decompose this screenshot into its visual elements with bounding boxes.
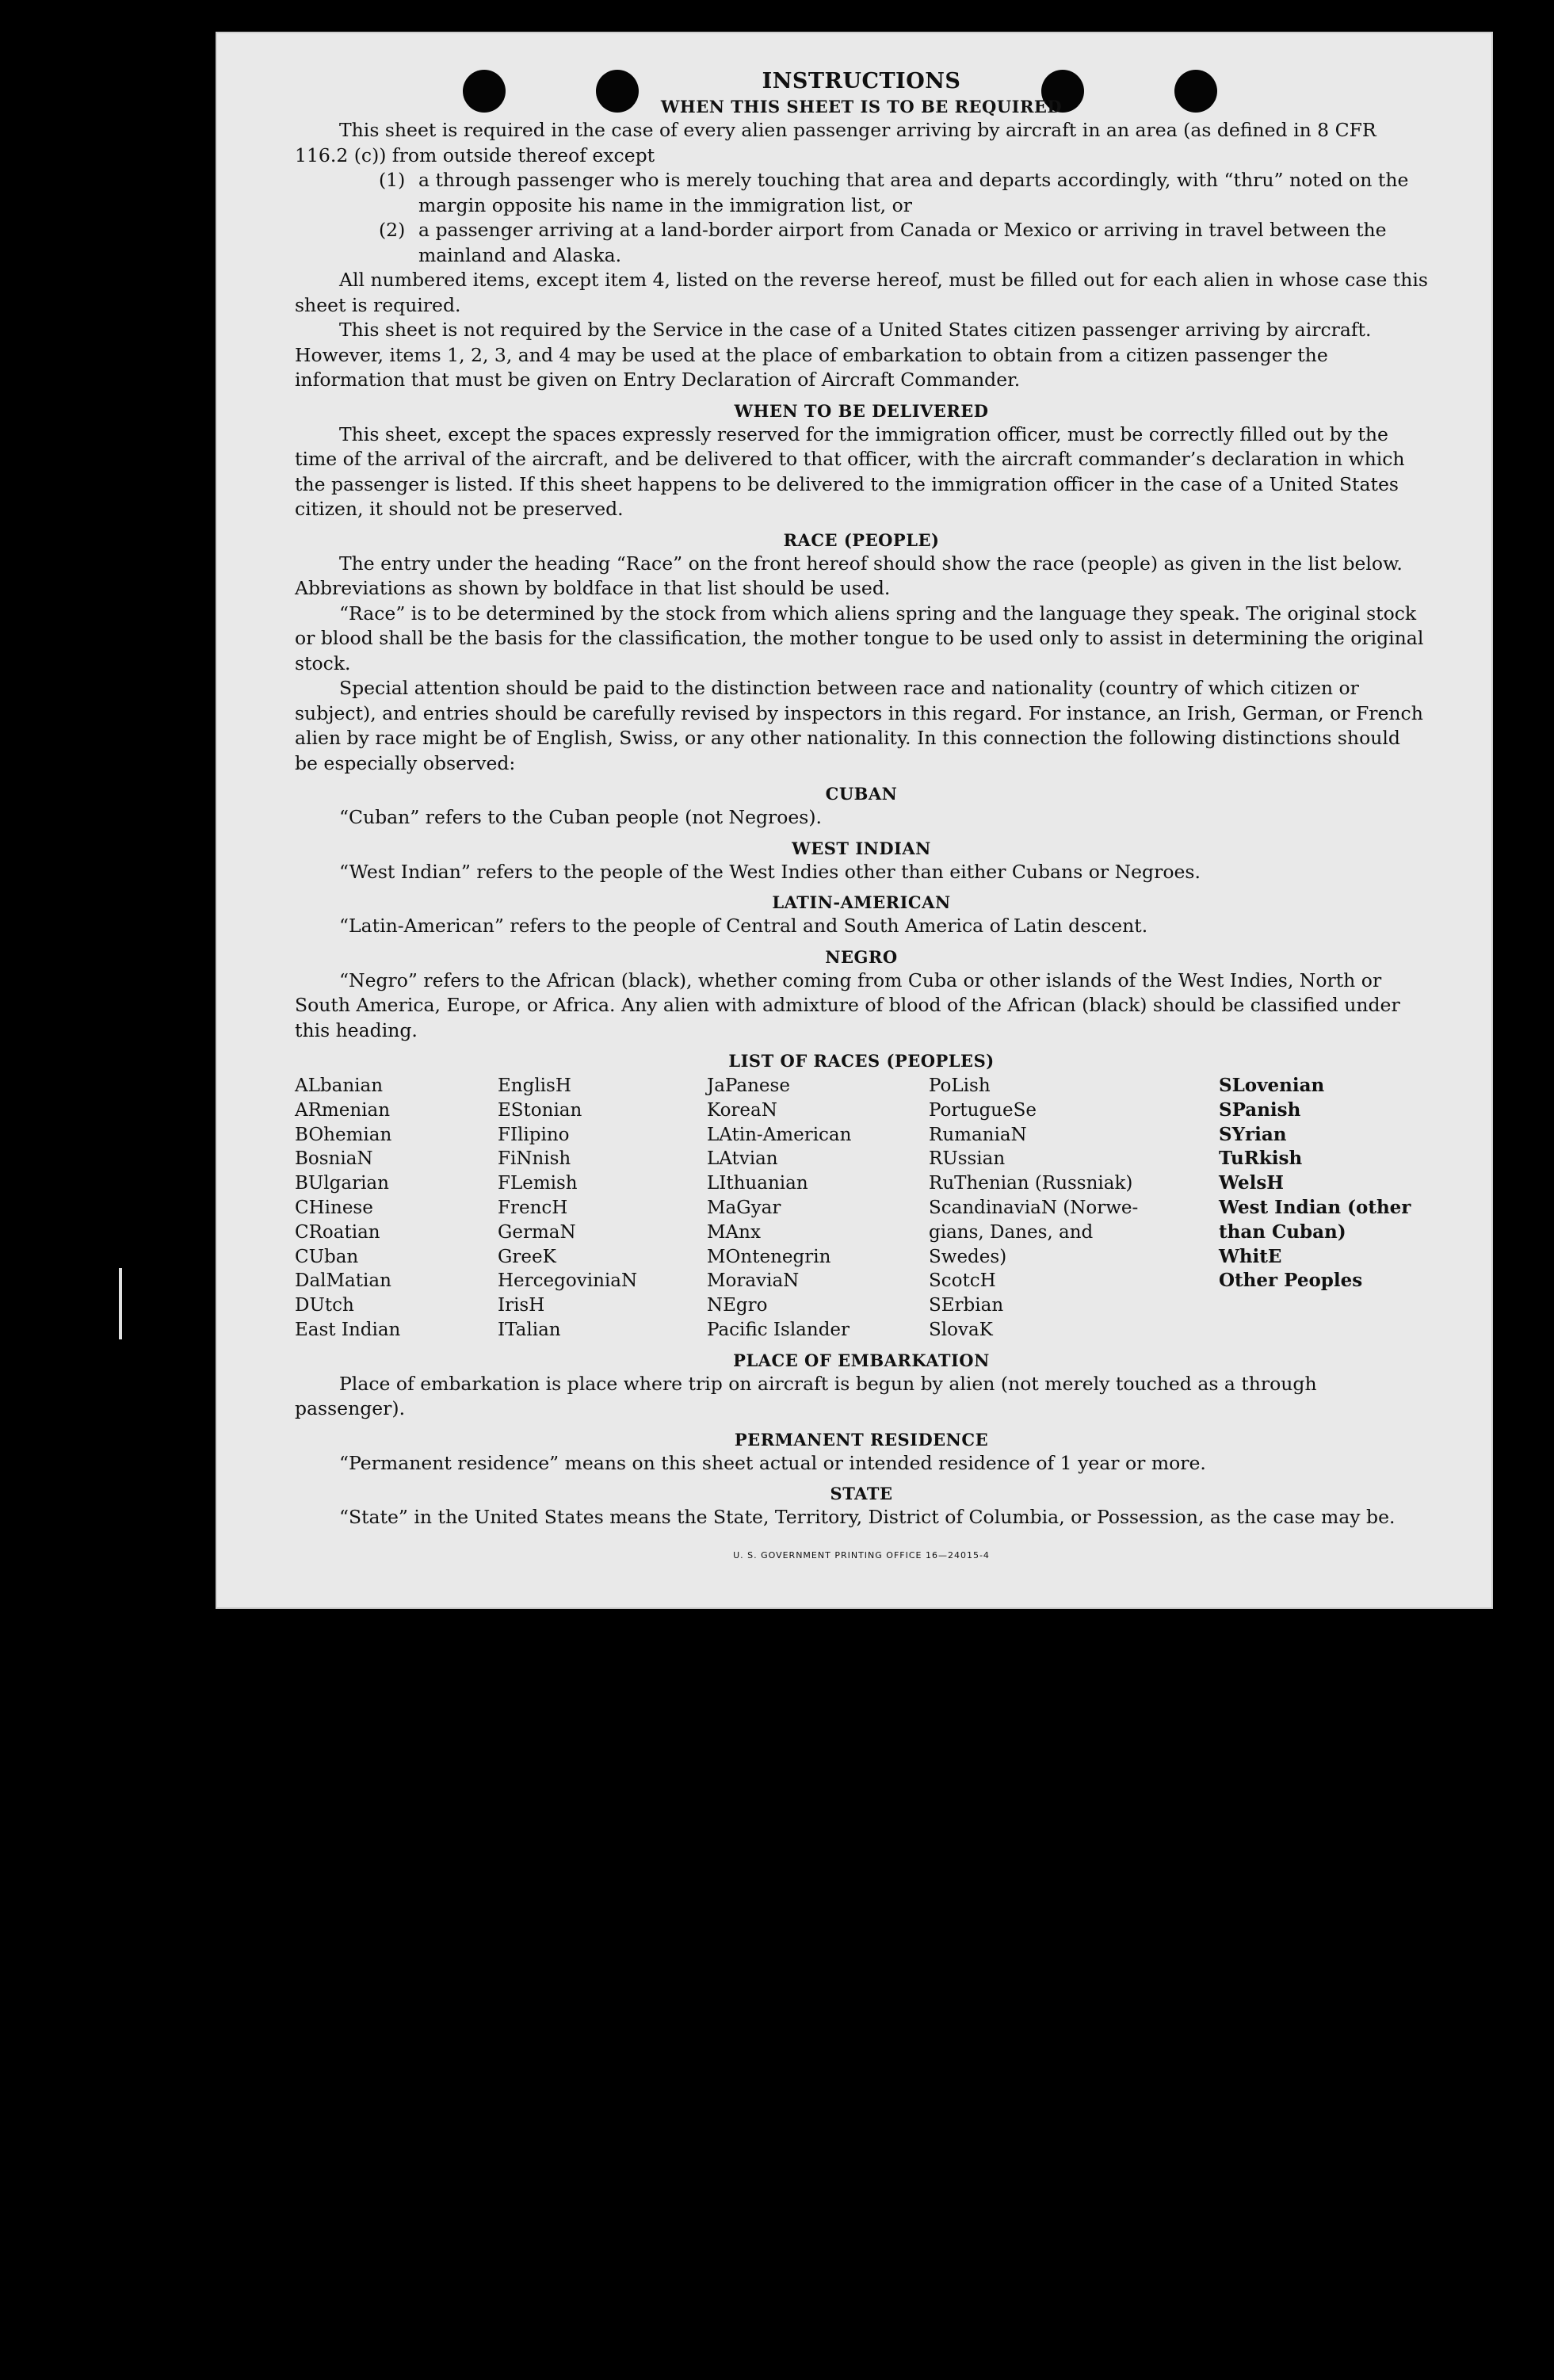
race-entry: FLemish xyxy=(498,1173,578,1194)
race-entry: gians, Danes, and xyxy=(929,1221,1094,1243)
race-entry: DUtch xyxy=(295,1295,354,1316)
race-entry: ARmenian xyxy=(295,1099,391,1121)
race-entry: MaGyar xyxy=(707,1197,781,1218)
race-entry: FiNnish xyxy=(498,1148,571,1170)
race-entry: MAnx xyxy=(707,1221,761,1243)
residence-paragraph: “Permanent residence” means on this sheet actual or intended residence of 1 year or more. xyxy=(339,1451,1206,1474)
races-column-1 xyxy=(295,1074,498,1343)
heading-race: RACE (PEOPLE) xyxy=(783,529,940,550)
race-entry: PoLish xyxy=(929,1075,991,1096)
embarkation-paragraph: Place of embarkation is place where trip on aircraft is begun by alien (not merely touched as a through passenger). xyxy=(295,1372,1317,1420)
race-entry: ScotcH xyxy=(929,1270,996,1292)
race-entry: GreeK xyxy=(498,1246,556,1267)
race-entry: IrisH xyxy=(498,1295,545,1316)
page-title: INSTRUCTIONS xyxy=(762,69,961,94)
state-paragraph: “State” in the United States means the State, Territory, District of Columbia, or Possession, as the case may be. xyxy=(339,1506,1396,1529)
race-entry: Swedes) xyxy=(929,1246,1007,1267)
race-entry: WhitE xyxy=(1219,1245,1282,1267)
heading-place-of-embarkation: PLACE OF EMBARKATION xyxy=(733,1350,990,1370)
instructions-content xyxy=(295,68,1428,1568)
race-entry: BOhemian xyxy=(295,1124,392,1145)
citizen-paragraph: This sheet is not required by the Service in the case of a United States citizen passenger arriving by aircraft. However, items 1, 2, 3, and 4 may be used at the place of embarkation to obtain from a citizen passenger the information that must be given on Entry Declaration of Aircraft Commander. xyxy=(295,319,1372,391)
negro-paragraph: “Negro” refers to the African (black), whether coming from Cuba or other islands of the West Indies, North or South America, Europe, or Africa. Any alien with admixture of blood of the African (black) should be classified under this heading. xyxy=(295,968,1400,1041)
race-entry: EStonian xyxy=(498,1099,582,1121)
race-entry: GermaN xyxy=(498,1221,576,1243)
races-column-3 xyxy=(707,1074,929,1343)
delivered-paragraph: This sheet, except the spaces expressly reserved for the immigration officer, must be correctly filled out by the time of the arrival of the aircraft, and be delivered to that officer, with the aircraft commander’s declaration in which the passenger is listed. If this sheet happens to be delivered to the immigration officer in the case of a United States citizen, it should not be preserved. xyxy=(295,422,1405,520)
race-paragraph-2: “Race” is to be determined by the stock from which aliens spring and the language they speak. The original stock or blood shall be the basis for the classification, the mother tongue to be used only to assist in determining the original stock. xyxy=(295,602,1424,674)
races-column-4 xyxy=(929,1074,1219,1343)
races-list xyxy=(295,1074,1428,1343)
race-entry: FIlipino xyxy=(498,1124,570,1145)
race-entry: MOntenegrin xyxy=(707,1246,831,1267)
cuban-paragraph: “Cuban” refers to the Cuban people (not Negroes). xyxy=(339,806,823,828)
race-entry: PortugueSe xyxy=(929,1099,1037,1121)
races-column-5 xyxy=(1219,1074,1428,1343)
race-entry: SlovaK xyxy=(929,1319,993,1340)
race-entry: ALbanian xyxy=(295,1075,384,1096)
race-entry: than Cuban) xyxy=(1219,1221,1346,1243)
west-indian-paragraph: “West Indian” refers to the people of the West Indies other than either Cubans or Negroes. xyxy=(339,860,1201,883)
scan-edge-mark xyxy=(119,1268,122,1339)
race-entry: West Indian (other xyxy=(1219,1196,1411,1218)
race-entry: RUssian xyxy=(929,1148,1006,1170)
race-entry: SErbian xyxy=(929,1295,1004,1316)
race-entry: LAtvian xyxy=(707,1148,778,1170)
race-entry: SPanish xyxy=(1219,1098,1301,1121)
heading-state: STATE xyxy=(830,1484,893,1504)
race-entry: MoraviaN xyxy=(707,1270,800,1292)
instruction-sheet xyxy=(216,32,1493,1609)
race-entry: NEgro xyxy=(707,1295,768,1316)
exception-text: a passenger arriving at a land-border airport from Canada or Mexico or arriving in travel between the mainland and Alaska. xyxy=(418,219,1387,266)
race-entry: RumaniaN xyxy=(929,1124,1027,1145)
latin-american-paragraph: “Latin-American” refers to the people of Central and South America of Latin descent. xyxy=(339,915,1148,937)
race-entry: CRoatian xyxy=(295,1221,380,1243)
race-entry: LAtin-American xyxy=(707,1124,852,1145)
heading-when-delivered: WHEN TO BE DELIVERED xyxy=(734,400,989,421)
race-entry: ScandinaviaN (Norwe- xyxy=(929,1197,1139,1218)
race-entry: HercegoviniaN xyxy=(498,1270,638,1292)
race-entry: KoreaN xyxy=(707,1099,777,1121)
race-entry: EnglisH xyxy=(498,1075,571,1096)
exception-number: (2) xyxy=(379,219,406,241)
race-entry: East Indian xyxy=(295,1319,401,1340)
heading-permanent-residence: PERMANENT RESIDENCE xyxy=(734,1429,989,1450)
race-entry: ITalian xyxy=(498,1319,561,1340)
numbered-items-paragraph: All numbered items, except item 4, listed on the reverse hereof, must be filled out for each alien in whose case this sheet is required. xyxy=(295,269,1428,316)
race-entry: CUban xyxy=(295,1246,359,1267)
race-paragraph-1: The entry under the heading “Race” on the front hereof should show the race (people) as given in the list below. Abbreviations as shown by boldface in that list should be used. xyxy=(295,552,1403,599)
heading-list-of-races: LIST OF RACES (PEOPLES) xyxy=(728,1051,995,1071)
exception-text: a through passenger who is merely touching that area and departs accordingly, with “thru” noted on the margin opposite his name in the immigration list, or xyxy=(418,169,1409,216)
race-entry: TuRkish xyxy=(1219,1148,1303,1170)
race-entry: JaPanese xyxy=(707,1075,790,1096)
race-entry: Pacific Islander xyxy=(707,1319,850,1340)
race-entry: BosniaN xyxy=(295,1148,373,1170)
race-entry: WelsH xyxy=(1219,1172,1285,1194)
race-entry: SLovenian xyxy=(1219,1075,1325,1096)
race-entry: FrencH xyxy=(498,1197,568,1218)
race-entry: BUlgarian xyxy=(295,1173,389,1194)
race-entry: Other Peoples xyxy=(1219,1270,1363,1292)
race-entry: DalMatian xyxy=(295,1270,391,1292)
race-entry: LIthuanian xyxy=(707,1173,808,1194)
exception-number: (1) xyxy=(379,169,406,191)
heading-negro: NEGRO xyxy=(825,946,898,967)
required-intro: This sheet is required in the case of every alien passenger arriving by aircraft in an area (as defined in 8 CFR 116.2 (c)) from outside thereof except xyxy=(295,119,1376,166)
heading-latin-american: LATIN-AMERICAN xyxy=(772,892,951,912)
heading-when-required: WHEN THIS SHEET IS TO BE REQUIRED xyxy=(660,97,1063,117)
exception-item-1 xyxy=(295,168,1428,218)
race-entry: SYrian xyxy=(1219,1123,1287,1145)
race-paragraph-3: Special attention should be paid to the distinction between race and nationality (country of which citizen or subject), and entries should be carefully revised by inspectors in this regard. For instance, an Irish, German, or French alien by race might be of English, Swiss, or any other nationality. In this connection the following distinctions should be especially observed: xyxy=(295,677,1423,774)
heading-cuban: CUBAN xyxy=(825,784,898,804)
races-column-2 xyxy=(498,1074,707,1343)
printer-imprint: U. S. GOVERNMENT PRINTING OFFICE 16—24015-4 xyxy=(733,1549,990,1561)
race-entry: CHinese xyxy=(295,1197,373,1218)
heading-west-indian: WEST INDIAN xyxy=(792,838,931,858)
exception-item-2 xyxy=(295,218,1428,268)
race-entry: RuThenian (Russniak) xyxy=(929,1173,1133,1194)
